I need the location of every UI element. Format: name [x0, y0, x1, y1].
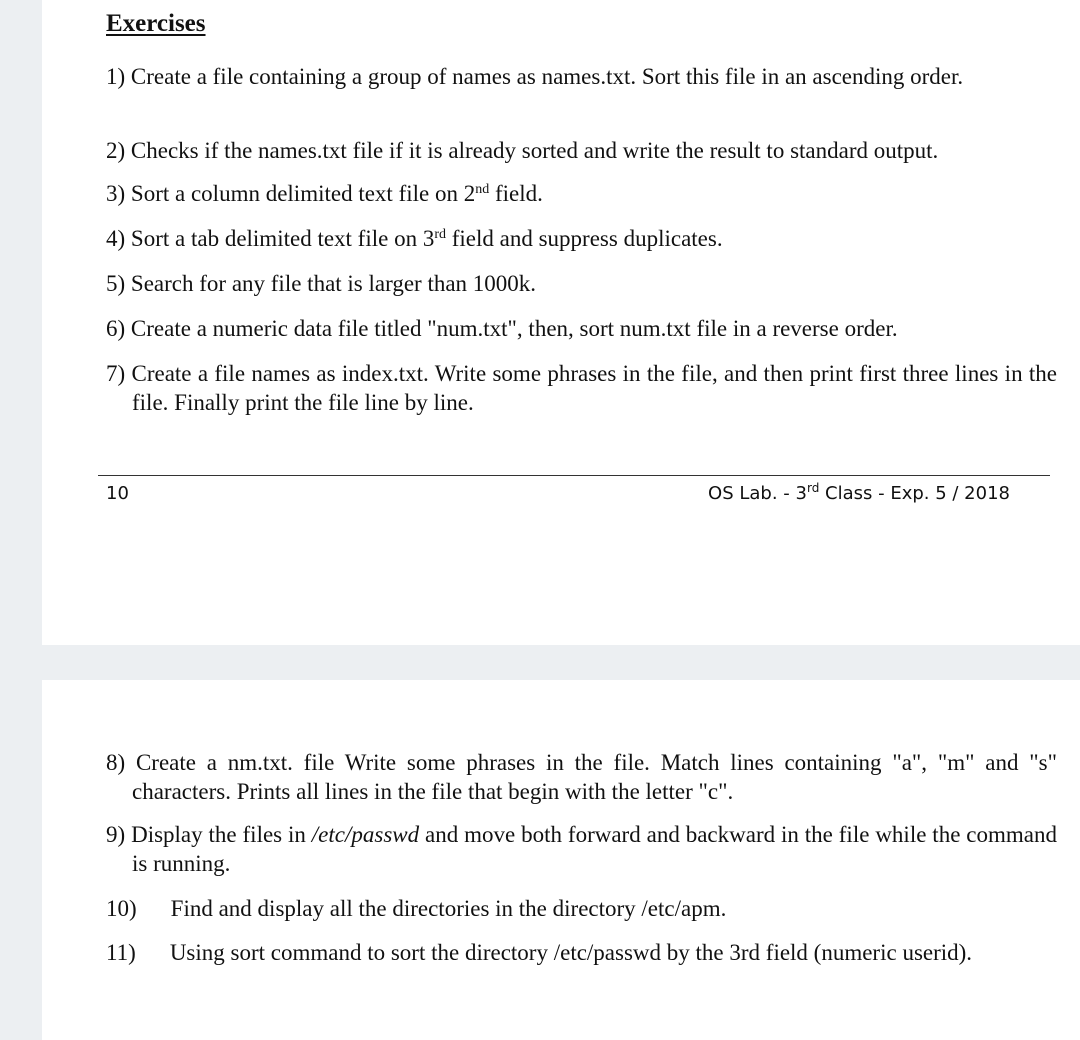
path-text: /etc/passwd [311, 822, 420, 847]
exercise-number: 5) [106, 271, 126, 296]
exercise-text-tail: and move both forward and backward in the file while the command is running. [132, 822, 1057, 876]
exercises-heading: Exercises [106, 10, 206, 37]
exercise-item-10 [106, 894, 1057, 923]
exercise-text: Create a file names as index.txt. Write some phrases in the file, and then print first three lines in the file. Finally print the file line by line. [131, 361, 1057, 415]
exercise-number: 2) [106, 138, 126, 163]
exercise-text: Display the files in [131, 822, 312, 847]
exercise-item-5 [106, 269, 1057, 298]
exercise-number: 10) [106, 896, 137, 921]
exercise-text: Checks if the names.txt file if it is already sorted and write the result to standard output. [130, 138, 939, 163]
ordinal-suffix: rd [434, 227, 446, 242]
document-page-2 [42, 680, 1080, 1040]
exercise-item-4 [106, 224, 1057, 253]
exercise-text: Using sort command to sort the directory /etc/passwd by the 3rd field (numeric userid). [169, 940, 973, 965]
exercise-item-11 [106, 938, 1057, 967]
exercise-item-1 [106, 62, 1057, 91]
footer-divider [98, 475, 1050, 476]
exercise-number: 4) [106, 226, 126, 251]
exercise-item-8 [106, 748, 1057, 806]
exercise-text: Create a nm.txt. file Write some phrases in the file. Match lines containing "a", "m" and "s" characters. Prints all lines in the file that begin with the letter "c". [132, 750, 1057, 804]
exercise-item-3 [106, 179, 1057, 208]
exercise-number: 3) [106, 181, 126, 206]
exercise-item-9 [106, 820, 1057, 878]
exercise-text: Search for any file that is larger than 1000k. [130, 271, 537, 296]
ordinal-suffix: rd [806, 481, 820, 495]
course-footer-tail: Class - Exp. 5 / 2018 [819, 483, 1010, 504]
exercise-item-7 [106, 359, 1057, 417]
exercise-number: 1) [106, 64, 126, 89]
page-number: 10 [106, 483, 129, 504]
exercise-text: Create a file containing a group of names as names.txt. Sort this file in an ascending order. [130, 64, 964, 89]
exercise-number: 8) [106, 750, 126, 775]
ordinal-suffix: nd [475, 182, 490, 197]
course-footer-text: OS Lab. - 3 [708, 483, 807, 504]
course-footer [708, 483, 1010, 504]
document-page-1 [42, 0, 1080, 645]
exercise-item-2 [106, 136, 1057, 165]
exercise-number: 6) [106, 316, 126, 341]
exercise-item-6 [106, 314, 1057, 343]
exercise-text-tail: field. [489, 181, 543, 206]
exercise-text: Sort a tab delimited text file on 3 [130, 226, 435, 251]
exercise-text: Find and display all the directories in the directory /etc/apm. [170, 896, 727, 921]
exercise-number: 9) [106, 822, 126, 847]
exercise-number: 7) [106, 361, 126, 386]
exercise-number: 11) [106, 940, 136, 965]
exercise-text: Sort a column delimited text file on 2 [130, 181, 476, 206]
exercise-text: Create a numeric data file titled "num.txt", then, sort num.txt file in a reverse order. [130, 316, 898, 341]
exercise-text-tail: field and suppress duplicates. [446, 226, 723, 251]
